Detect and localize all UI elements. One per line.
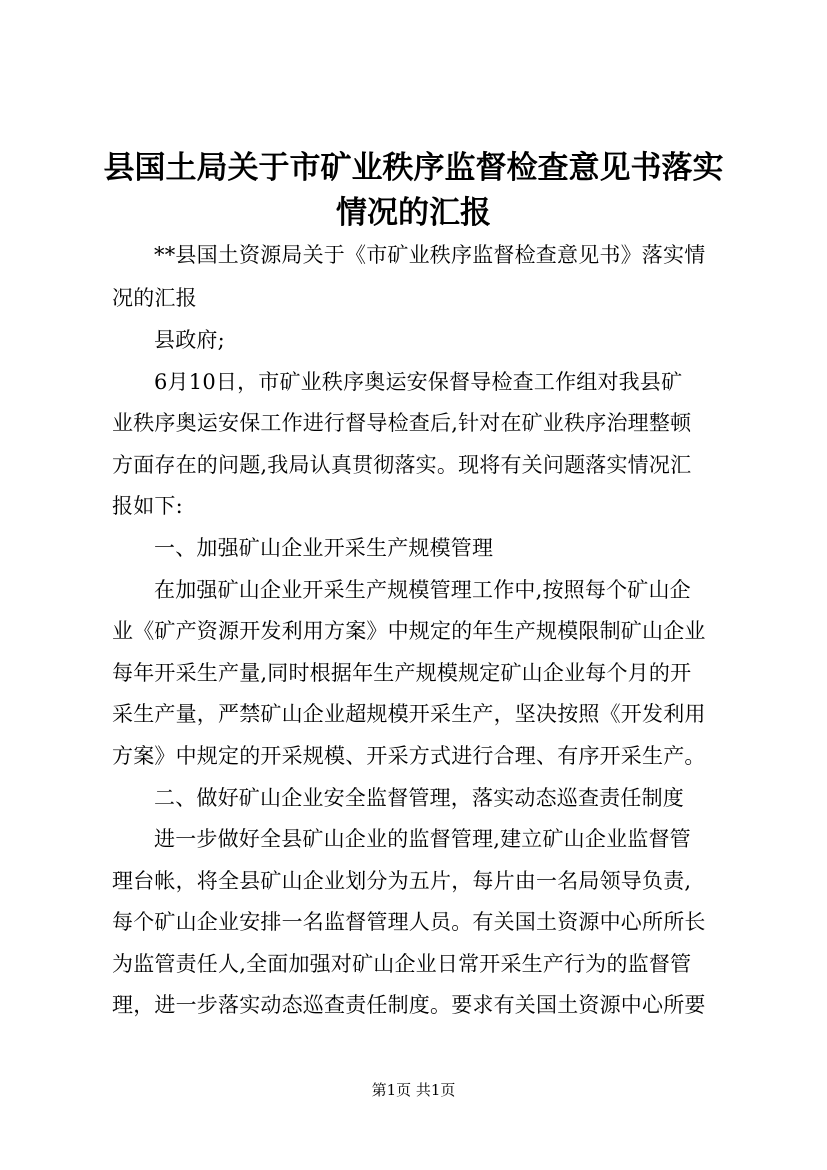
section-heading-1: 一、加强矿山企业开采生产规模管理 <box>154 536 494 560</box>
body-line: 每年开采生产量,同时根据年生产规模规定矿山企业每个月的开 <box>112 661 692 685</box>
body-line: 方面存在的问题,我局认真贯彻落实。现将有关问题落实情况汇 <box>112 453 692 477</box>
body-line: 每个矿山企业安排一名监督管理人员。有关国土资源中心所所长 <box>112 910 706 934</box>
body-line: 理台帐，将全县矿山企业划分为五片，每片由一名局领导负责, <box>112 869 692 893</box>
body-line: 理，进一步落实动态巡查责任制度。要求有关国土资源中心所要 <box>112 993 706 1017</box>
body-line: 采生产量，严禁矿山企业超规模开采生产，坚决按照《开发利用 <box>112 702 706 726</box>
body-line: 业秩序奥运安保工作进行督导检查后,针对在矿业秩序治理整顿 <box>112 411 692 435</box>
body-line: 在加强矿山企业开采生产规模管理工作中,按照每个矿山企 <box>154 578 691 602</box>
body-line: 进一步做好全县矿山企业的监督管理,建立矿山企业监督管 <box>154 827 691 851</box>
salutation: 县政府; <box>154 328 225 352</box>
body-line: 方案》中规定的开采规模、开采方式进行合理、有序开采生产。 <box>112 744 706 768</box>
page-number: 第1页 共1页 <box>371 1081 456 1099</box>
section-heading-2: 二、做好矿山企业安全监督管理，落实动态巡查责任制度 <box>154 786 684 810</box>
body-line: 业《矿产资源开发利用方案》中规定的年生产规模限制矿山企业 <box>112 619 706 643</box>
body-line: 为监管责任人,全面加强对矿山企业日常开采生产行为的监督管 <box>112 952 692 976</box>
document-title-line-1: 县国土局关于市矿业秩序监督检查意见书落实 <box>103 150 724 186</box>
document-title-line-2: 情况的汇报 <box>336 195 491 231</box>
body-line: 报如下: <box>112 494 183 518</box>
body-line: **县国土资源局关于《市矿业秩序监督检查意见书》落实情 <box>154 243 706 267</box>
body-line: 6月10日，市矿业秩序奥运安保督导检查工作组对我县矿 <box>154 370 683 394</box>
body-line: 况的汇报 <box>112 286 197 310</box>
